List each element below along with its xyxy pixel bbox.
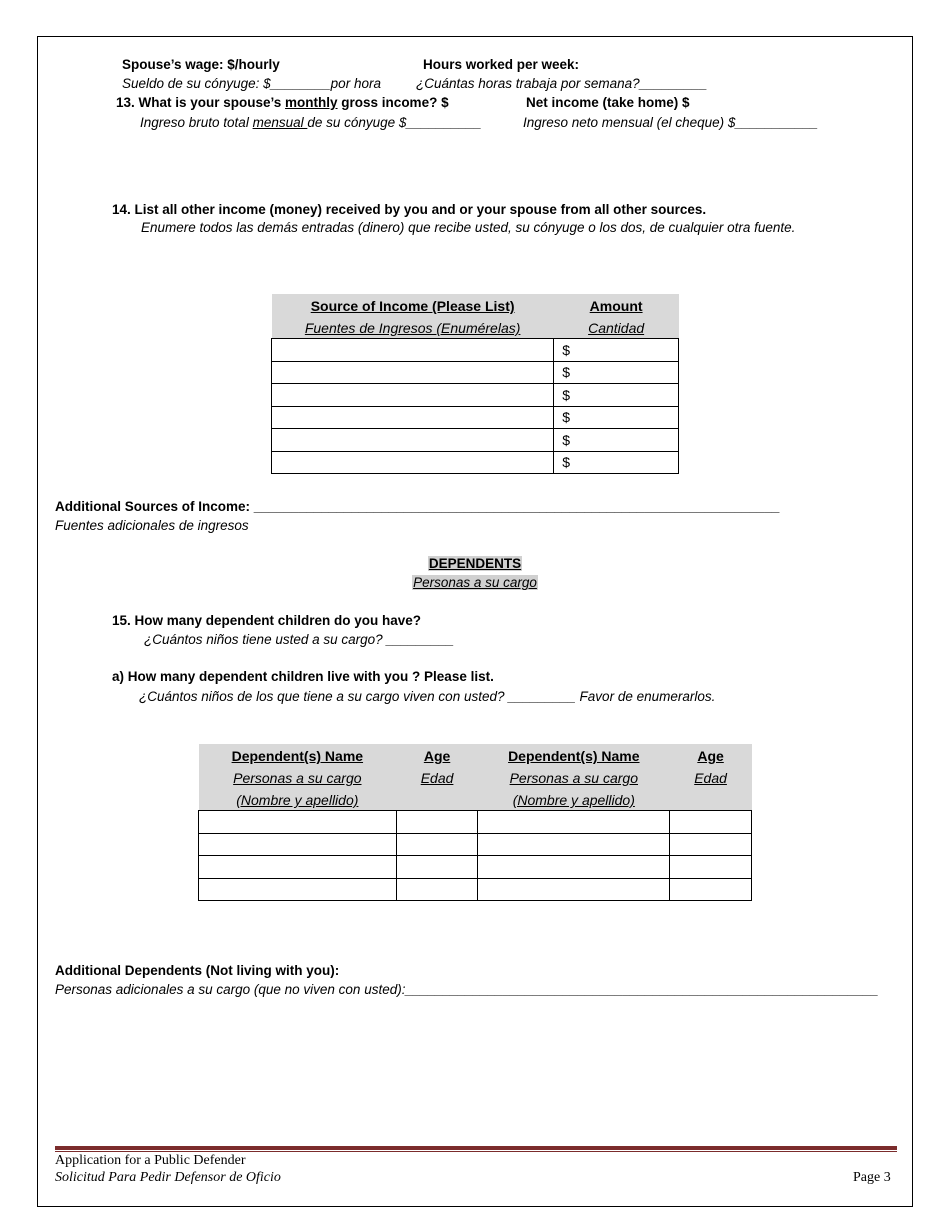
dependents-heading-es: Personas a su cargo (413, 575, 537, 590)
col-amount-header: Amount (554, 294, 679, 316)
col-amount-header-es: Cantidad (554, 316, 679, 339)
dependent-age-cell[interactable] (396, 856, 478, 879)
q15a-question-es: ¿Cuántos niños de los que tiene a su cargo viven con usted? _________ Favor de enumerarlos. (139, 689, 716, 704)
col-dependent-name: Dependent(s) Name (199, 744, 397, 766)
income-source-cell[interactable] (272, 384, 554, 407)
income-table-header-es (272, 316, 679, 339)
dependent-name-cell[interactable] (199, 878, 397, 901)
additional-income-label: Additional Sources of Income: ______________________________________________________________________ (55, 499, 780, 514)
q13-es-suffix: de su cónyuge $__________ (307, 115, 482, 130)
dependents-table-header-es (199, 766, 752, 788)
q13-monthly: monthly (285, 95, 338, 110)
q13-net-income-label-es: Ingreso neto mensual (el cheque) $___________ (523, 115, 818, 130)
q14-question: 14. List all other income (money) received by you and or your spouse from all other sources. (112, 202, 707, 217)
col-age: Age (396, 744, 478, 766)
q13-prefix: 13. What is your spouse’s (116, 95, 286, 110)
dependent-age-cell[interactable] (670, 833, 752, 856)
col-dependent-name-es: Personas a su cargo (478, 766, 670, 788)
empty-header-cell (396, 788, 478, 811)
dependent-name-cell[interactable] (478, 833, 670, 856)
page-number: Page 3 (853, 1170, 891, 1185)
q13-gross-income-label (116, 95, 449, 110)
income-source-cell[interactable] (272, 361, 554, 384)
table-row (272, 384, 679, 407)
dependent-name-cell[interactable] (199, 856, 397, 879)
footer-title: Application for a Public Defender (55, 1153, 246, 1168)
spouse-wage-label: Spouse’s wage: $/hourly (122, 57, 280, 72)
income-source-cell[interactable] (272, 451, 554, 474)
dependent-age-cell[interactable] (670, 878, 752, 901)
col-age: Age (670, 744, 752, 766)
income-amount-cell[interactable]: $ (554, 339, 679, 362)
dependent-age-cell[interactable] (396, 878, 478, 901)
col-age-es: Edad (396, 766, 478, 788)
q13-gross-income-label-es (140, 115, 482, 130)
col-dependent-name-es: Personas a su cargo (199, 766, 397, 788)
footer-rule (55, 1146, 897, 1150)
table-row (199, 811, 752, 834)
dependents-table (198, 744, 752, 901)
income-amount-cell[interactable]: $ (554, 361, 679, 384)
additional-dependents-label-es: Personas adicionales a su cargo (que no viven con usted):_______________________________________________________________ (55, 982, 879, 997)
income-source-cell[interactable] (272, 406, 554, 429)
dependents-table-header (199, 744, 752, 766)
col-source-header: Source of Income (Please List) (272, 294, 554, 316)
table-row (272, 406, 679, 429)
col-age-es: Edad (670, 766, 752, 788)
table-row (272, 339, 679, 362)
dependent-name-cell[interactable] (478, 811, 670, 834)
footer-rule-thin (55, 1151, 897, 1152)
income-table (271, 294, 679, 474)
table-row (199, 878, 752, 901)
dependents-table-header-es2 (199, 788, 752, 811)
table-row (272, 429, 679, 452)
q13-es-mensual: mensual (252, 115, 308, 130)
q15-question: 15. How many dependent children do you have? (112, 613, 422, 628)
dependent-name-cell[interactable] (199, 833, 397, 856)
income-amount-cell[interactable]: $ (554, 406, 679, 429)
table-row (272, 451, 679, 474)
q15a-question: a) How many dependent children live with you ? Please list. (112, 669, 494, 684)
dependents-heading-row (0, 556, 950, 571)
footer-title-es: Solicitud Para Pedir Defensor de Oficio (55, 1170, 281, 1185)
col-source-header-es: Fuentes de Ingresos (Enumérelas) (272, 316, 554, 339)
dependent-name-cell[interactable] (478, 878, 670, 901)
table-row (199, 833, 752, 856)
table-row (199, 856, 752, 879)
income-source-cell[interactable] (272, 339, 554, 362)
income-amount-cell[interactable]: $ (554, 429, 679, 452)
additional-dependents-label: Additional Dependents (Not living with you): (55, 963, 340, 978)
table-row (272, 361, 679, 384)
dependent-age-cell[interactable] (396, 833, 478, 856)
q15-question-es: ¿Cuántos niños tiene usted a su cargo? _________ (144, 632, 454, 647)
income-amount-cell[interactable]: $ (554, 451, 679, 474)
q13-es-prefix: Ingreso bruto total (140, 115, 253, 130)
q13-net-income-label: Net income (take home) $ (526, 95, 690, 110)
q14-question-es: Enumere todos las demás entradas (dinero) que recibe usted, su cónyuge o los dos, de cualquier otra fuente. (141, 220, 796, 235)
col-dependent-name-es2: (Nombre y apellido) (199, 788, 397, 811)
dependents-heading: DEPENDENTS (428, 556, 522, 571)
additional-income-label-es: Fuentes adicionales de ingresos (55, 518, 249, 533)
hours-worked-label: Hours worked per week: (423, 57, 580, 72)
empty-header-cell (670, 788, 752, 811)
dependent-name-cell[interactable] (478, 856, 670, 879)
spouse-wage-label-es: Sueldo de su cónyuge: $________por hora (122, 76, 381, 91)
col-dependent-name: Dependent(s) Name (478, 744, 670, 766)
dependents-heading-es-row (0, 575, 950, 590)
dependent-name-cell[interactable] (199, 811, 397, 834)
dependent-age-cell[interactable] (396, 811, 478, 834)
income-source-cell[interactable] (272, 429, 554, 452)
q13-suffix: gross income? $ (337, 95, 449, 110)
dependent-age-cell[interactable] (670, 856, 752, 879)
income-amount-cell[interactable]: $ (554, 384, 679, 407)
dependent-age-cell[interactable] (670, 811, 752, 834)
hours-worked-label-es: ¿Cuántas horas trabaja por semana?_________ (416, 76, 708, 91)
income-table-header (272, 294, 679, 316)
col-dependent-name-es2: (Nombre y apellido) (478, 788, 670, 811)
